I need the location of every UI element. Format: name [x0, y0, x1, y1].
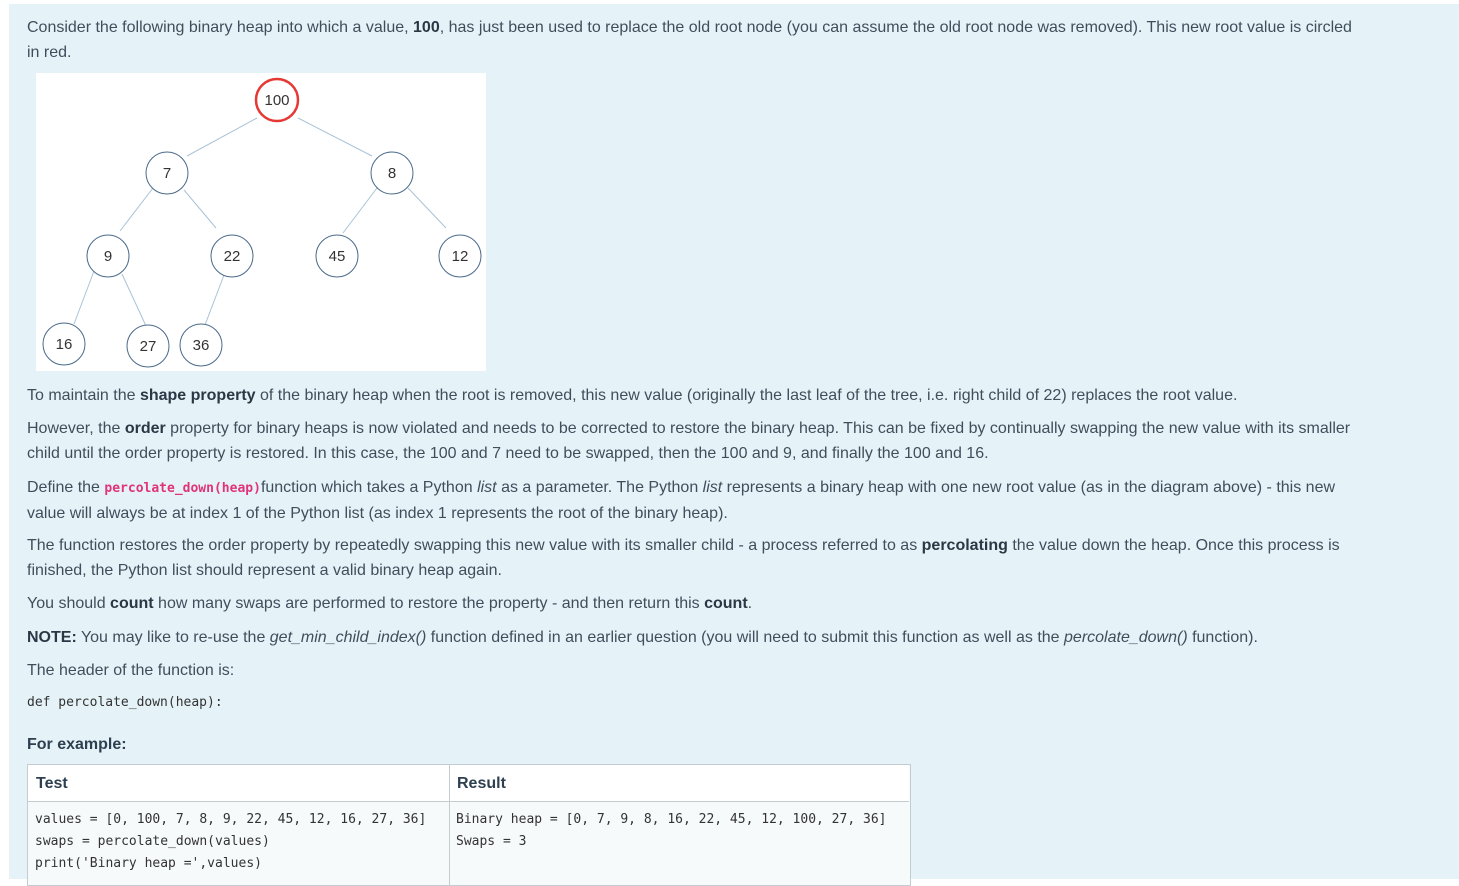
heap-node — [371, 152, 413, 194]
heap-node-root — [256, 79, 298, 121]
heap-node — [146, 152, 188, 194]
example-label: For example: — [27, 736, 127, 753]
function-header-code: def percolate_down(heap): — [27, 695, 223, 710]
svg-text:36: 36 — [192, 337, 210, 354]
column-header-test: Test — [28, 765, 449, 802]
code-line: values = [0, 100, 7, 8, 9, 22, 45, 12, 16, 27, 36] — [35, 812, 427, 827]
column-header-result: Result — [449, 765, 909, 802]
svg-text:100: 100 — [264, 92, 290, 109]
test-cell — [35, 809, 426, 875]
code-line: print('Binary heap =',values) — [35, 856, 262, 871]
svg-text:27: 27 — [139, 338, 157, 355]
heap-node — [211, 235, 253, 277]
result-cell — [456, 809, 886, 853]
svg-text:16: 16 — [55, 336, 73, 353]
header-paragraph: The header of the function is: — [27, 662, 235, 679]
svg-text:22: 22 — [223, 248, 241, 265]
heap-node — [180, 324, 222, 366]
inline-code: percolate_down(heap) — [104, 481, 261, 496]
order-paragraph: However, the order property for binary heaps is now violated and needs to be corrected to restore the binary heap. This can be fixed by continually swapping the new value with its smaller child until the order property is restored. In this case, the 100 and 7 need to be swapped, then the 100 and 9, and finally the 100 and 16. — [27, 420, 1351, 462]
svg-text:8: 8 — [387, 165, 397, 182]
output-line: Binary heap = [0, 7, 9, 8, 16, 22, 45, 12, 100, 27, 36] — [456, 812, 887, 827]
output-line: Swaps = 3 — [456, 834, 527, 849]
tree-edges — [74, 118, 446, 326]
svg-text:9: 9 — [103, 248, 113, 265]
count-paragraph: You should count how many swaps are performed to restore the property - and then return this count. — [27, 595, 753, 612]
svg-text:7: 7 — [162, 165, 172, 182]
heap-node — [127, 325, 169, 367]
heap-node — [439, 235, 481, 277]
svg-text:45: 45 — [328, 248, 346, 265]
example-table — [27, 764, 911, 886]
intro-paragraph: Consider the following binary heap into which a value, 100, has just been used to replace the old root node (you can assume the old root node was removed). This new root value is circled in red. — [27, 19, 1352, 61]
heap-node — [87, 235, 129, 277]
restore-paragraph: The function restores the order property by repeatedly swapping this new value with its smaller child - a process referred to as percolating the value down the heap. Once this process is finished, the Python list should represent a valid binary heap again. — [27, 537, 1340, 579]
heap-node — [43, 323, 85, 365]
code-line: swaps = percolate_down(values) — [35, 834, 270, 849]
shape-paragraph: To maintain the shape property of the binary heap when the root is removed, this new value (originally the last leaf of the tree, i.e. right child of 22) replaces the root value. — [27, 387, 1238, 404]
column-divider — [449, 765, 450, 885]
binary-heap-diagram — [36, 73, 486, 371]
define-paragraph: Define the percolate_down(heap)function which takes a Python list as a parameter. The Python list represents a binary heap with one new root value (as in the diagram above) - this new value will always be at index 1 of the Python list (as index 1 represents the root of the binary heap). — [27, 479, 1336, 522]
svg-text:12: 12 — [451, 248, 469, 265]
note-paragraph: NOTE: You may like to re-use the get_min_child_index() function defined in an earlier question (you will need to submit this function as well as the percolate_down() function). — [27, 629, 1258, 646]
heap-node — [316, 235, 358, 277]
